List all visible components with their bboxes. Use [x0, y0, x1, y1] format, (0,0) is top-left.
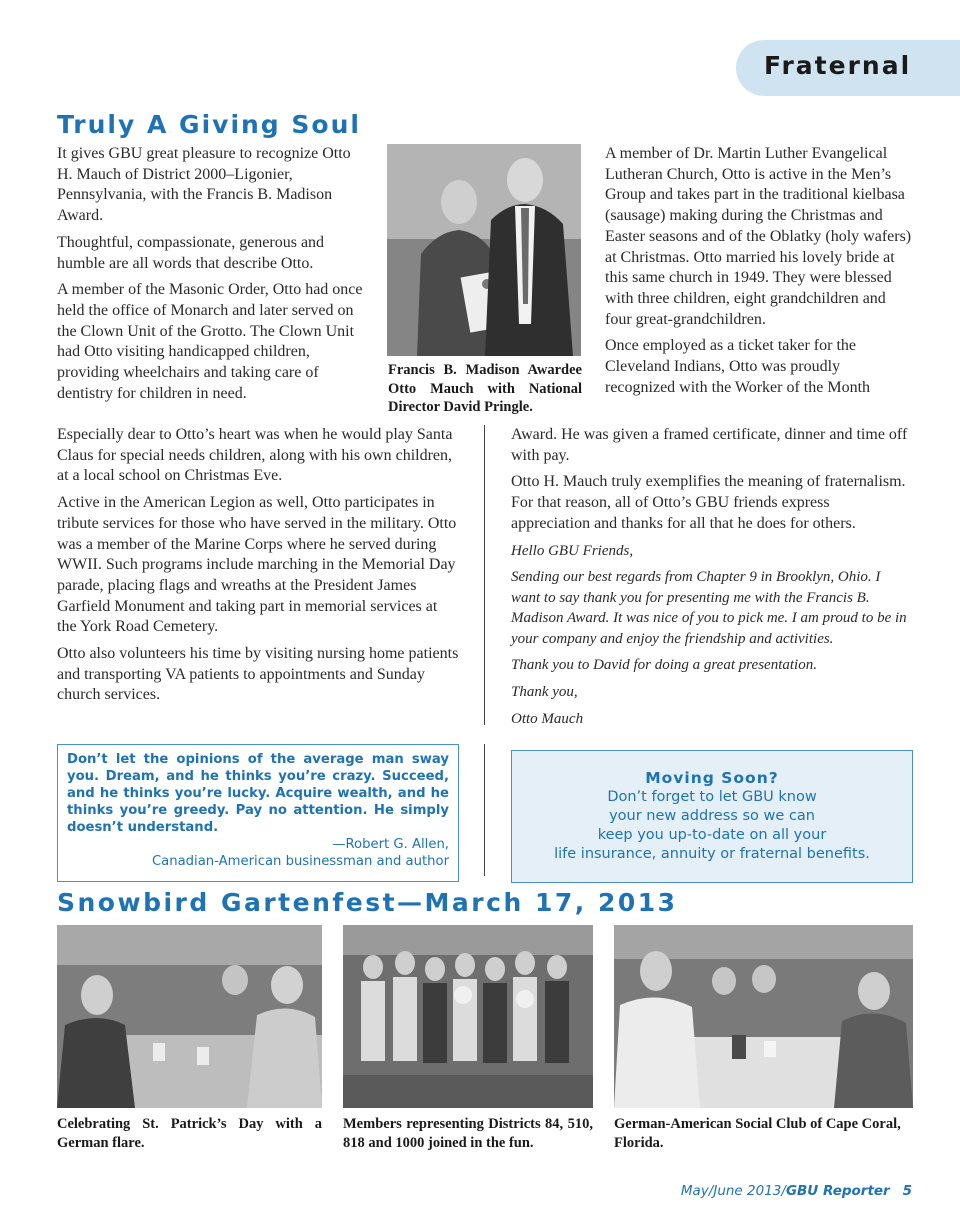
article-column-1-top — [57, 144, 367, 410]
letter-thanks: Thank you to David for doing a great presentation. — [511, 657, 817, 674]
paragraph: Otto H. Mauch truly exemplifies the meaning of fraternalism. For that reason, all of Otto’s GBU friends express appreciation and thanks for all that he does for others. — [511, 473, 906, 532]
paragraph: A member of Dr. Martin Luther Evangelical Lutheran Church, Otto is active in the Men’s Group and takes part in the traditional kielbasa (sausage) making during the Christmas and Easter seasons and of the Oblatky (holy wafers) at Christmas. Otto married his lovely bride at this same church in 1949. They were blessed with three children, eight grandchildren and four great-grandchildren. — [605, 145, 912, 328]
moving-soon-line: Don’t forget to let GBU know — [607, 789, 817, 805]
page-number: 5 — [902, 1183, 912, 1199]
paragraph: Especially dear to Otto’s heart was when he would play Santa Claus for special needs children, along with his own children, at a local school on Christmas Eve. — [57, 426, 453, 485]
paragraph: Award. He was given a framed certificate, dinner and time off with pay. — [511, 426, 908, 464]
award-photo-image — [387, 144, 581, 356]
article-title: Truly A Giving Soul — [57, 110, 361, 139]
moving-soon-line: life insurance, annuity or fraternal benefits. — [554, 846, 870, 862]
quote-author: —Robert G. Allen, — [332, 837, 449, 852]
gartenfest-photo-3-image — [614, 925, 913, 1108]
letter-body: Sending our best regards from Chapter 9 in Brooklyn, Ohio. I want to say thank you for presenting me with the Francis B. Madison Award. It was nice of you to pick me. I am proud to be in your company and enjoy the friendship and activities. — [511, 569, 907, 647]
moving-soon-title: Moving Soon? — [645, 769, 779, 787]
quote-box — [57, 744, 459, 882]
letter-signature: Otto Mauch — [511, 710, 584, 727]
gartenfest-photo-2 — [343, 925, 593, 1108]
page-footer — [681, 1183, 912, 1199]
paragraph: Otto also volunteers his time by visiting nursing home patients and transporting VA patients to appointments and Sunday church services. — [57, 645, 459, 704]
gartenfest-caption-2: Members representing Districts 84, 510, 818 and 1000 joined in the fun. — [343, 1116, 593, 1151]
gartenfest-caption-1: Celebrating St. Patrick’s Day with a German flare. — [57, 1116, 322, 1151]
gartenfest-photo-3 — [614, 925, 913, 1108]
column-divider-lower — [484, 744, 485, 876]
quote-author-description: Canadian-American businessman and author — [151, 854, 449, 869]
award-photo — [387, 144, 581, 356]
moving-soon-line: keep you up-to-date on all your — [597, 827, 827, 843]
letter-closing: Thank you, — [511, 683, 578, 700]
letter-greeting: Hello GBU Friends, — [511, 542, 634, 559]
gartenfest-title: Snowbird Gartenfest—March 17, 2013 — [57, 888, 678, 917]
gartenfest-photo-1-image — [57, 925, 322, 1108]
moving-soon-box — [511, 750, 913, 883]
footer-publication: GBU Reporter — [785, 1183, 890, 1199]
section-tab-label: Fraternal — [764, 51, 912, 80]
moving-soon-line: your new address so we can — [609, 808, 815, 824]
gartenfest-photo-2-image — [343, 925, 593, 1108]
paragraph: Once employed as a ticket taker for the Cleveland Indians, Otto was proudly recognized with the Worker of the Month — [605, 337, 871, 396]
paragraph: A member of the Masonic Order, Otto had once held the office of Monarch and later served on the Clown Unit of the Grotto. The Clown Unit had Otto visiting handicapped children, providing wheelchairs and taking care of dentistry for children in need. — [57, 281, 363, 402]
footer-issue: May/June 2013/ — [680, 1183, 786, 1199]
quote-text: Don’t let the opinions of the average man sway you. Dream, and he thinks you’re crazy. Succeed, and he thinks you’re lucky. Acquire wealth, and he thinks you’re greedy. Pay no attention. He simply doesn’t understand. — [67, 752, 449, 835]
paragraph: Thoughtful, compassionate, generous and humble are all words that describe Otto. — [57, 233, 325, 272]
paragraph: Active in the American Legion as well, Otto participates in tribute services for those who have served in the military. Otto was a member of the Marine Corps where he served during WWII. Such programs include marching in the Memorial Day parade, placing flags and wreaths at the President James Garfield Monument and taking part in memorial services at the York Road Cemetery. — [57, 494, 457, 636]
paragraph: It gives GBU great pleasure to recognize Otto H. Mauch of District 2000–Ligonier, Pennsylvania, with the Francis B. Madison Award. — [57, 145, 351, 225]
article-column-2-top — [605, 144, 913, 398]
article-column-2-bottom — [511, 425, 911, 735]
column-divider — [484, 425, 485, 725]
award-photo-caption: Francis B. Madison Awardee Otto Mauch with National Director David Pringle. — [388, 362, 582, 415]
article-column-1-bottom — [57, 425, 459, 712]
gartenfest-caption-3: German-American Social Club of Cape Coral, Florida. — [614, 1116, 901, 1151]
gartenfest-photo-1 — [57, 925, 322, 1108]
